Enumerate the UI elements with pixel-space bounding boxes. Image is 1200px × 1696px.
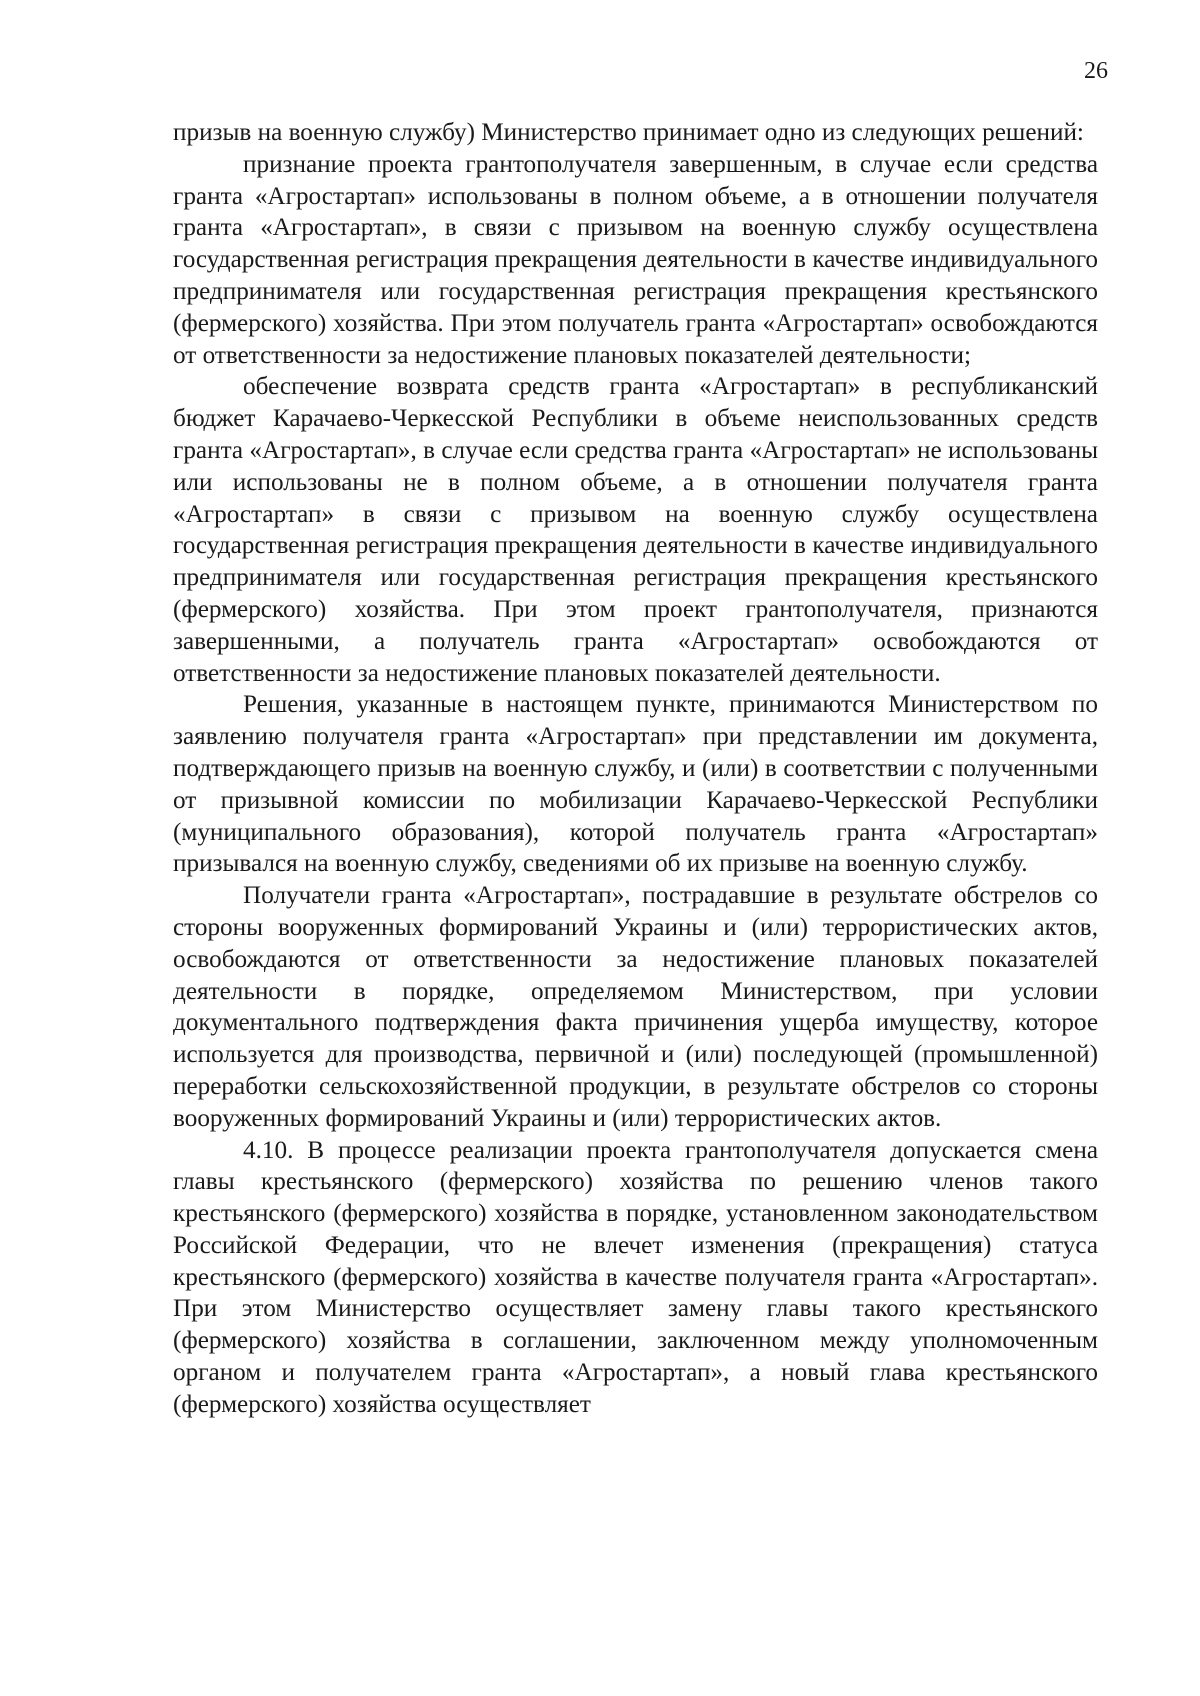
- paragraph-grant-return: обеспечение возврата средств гранта «Агростартап» в республиканский бюджет Карачаево-Черкесской Республики в объеме неиспользованных средств гранта «Агростартап», в случае если средства гранта «Агростартап» не использованы или использованы не в полном объеме, а в отношении получателя гранта «Агростартап» в связи с призывом на военную службу осуществлена государственная регистрация прекращения деятельности в качестве индивидуального предпринимателя или государственная регистрация прекращения крестьянского (фермерского) хозяйства. При этом проект грантополучателя, признаются завершенными, а получатель гранта «Агростартап» освобождаются от ответственности за недостижение плановых показателей деятельности.: [173, 373, 1098, 687]
- page-number: 26: [1084, 58, 1108, 84]
- paragraph-decisions: Решения, указанные в настоящем пункте, принимаются Министерством по заявлению получателя гранта «Агростартап» при представлении им документа, подтверждающего призыв на военную службу, и (или) в соответствии с полученными от призывной комиссии по мобилизации Карачаево-Черкесской Республики (муниципального образования), которой получатель гранта «Агростартап» призывался на военную службу, сведениями об их призыве на военную службу.: [173, 691, 1098, 878]
- paragraph-shelling-victims: Получатели гранта «Агростартап», пострадавшие в результате обстрелов со стороны вооруженных формирований Украины и (или) террористических актов, освобождаются от ответственности за недостижение плановых показателей деятельности в порядке, определяемом Министерством, при условии документального подтверждения факта причинения ущерба имуществу, которое используется для производства, первичной и (или) последующей (промышленной) переработки сельскохозяйственной продукции, в результате обстрелов со стороны вооруженных формирований Украины и (или) террористических актов.: [173, 882, 1098, 1132]
- paragraph-section-4-10: 4.10. В процессе реализации проекта грантополучателя допускается смена главы крестьянского (фермерского) хозяйства по решению членов такого крестьянского (фермерского) хозяйства в порядке, установленном законодательством Российской Федерации, что не влечет изменения (прекращения) статуса крестьянского (фермерского) хозяйства в качестве получателя гранта «Агростартап». При этом Министерство осуществляет замену главы такого крестьянского (фермерского) хозяйства в соглашении, заключенном между уполномоченным органом и получателем гранта «Агростартап», а новый глава крестьянского (фермерского) хозяйства осуществляет: [173, 1136, 1098, 1418]
- paragraph-project-completed: признание проекта грантополучателя завершенным, в случае если средства гранта «Агростартап» использованы в полном объеме, а в отношении получателя гранта «Агростартап», в связи с призывом на военную службу осуществлена государственная регистрация прекращения деятельности в качестве индивидуального предпринимателя или государственная регистрация прекращения крестьянского (фермерского) хозяйства. При этом получатель гранта «Агростартап» освобождаются от ответственности за недостижение плановых показателей деятельности;: [173, 150, 1098, 369]
- paragraph-continuation: призыв на военную службу) Министерство принимает одно из следующих решений:: [173, 119, 1084, 146]
- document-body: [173, 117, 1098, 1421]
